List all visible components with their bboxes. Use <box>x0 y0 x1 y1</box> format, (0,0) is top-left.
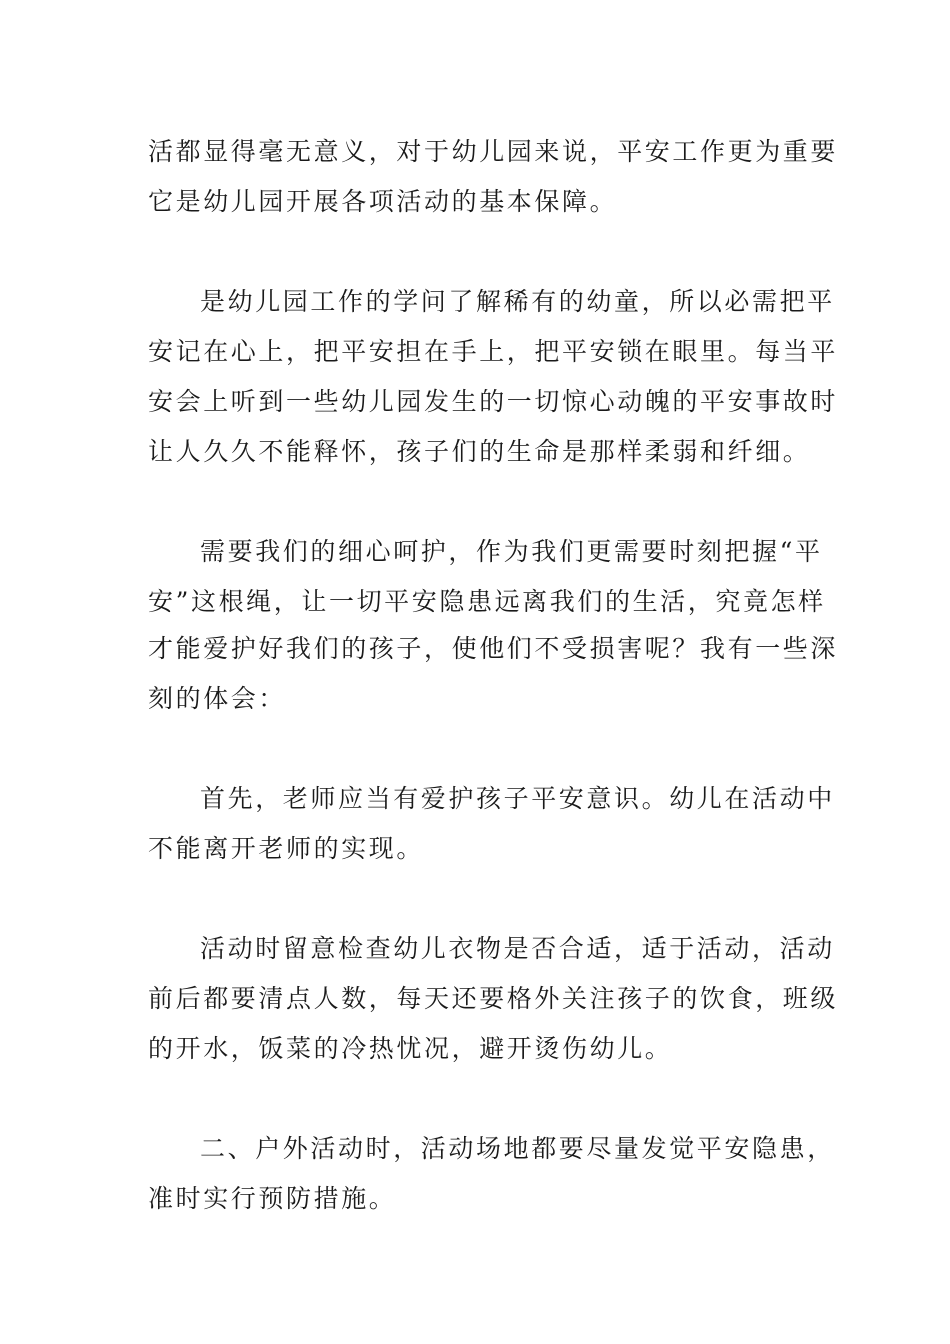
paragraph-3-line-4: 刻的体会： <box>148 684 287 713</box>
paragraph-2-line-3: 安会上听到一些幼儿园发生的一切惊心动魄的平安事故时 <box>148 387 839 416</box>
paragraph-5-line-2: 前后都要清点人数，每天还要格外关注孩子的饮食，班级 <box>148 984 839 1013</box>
paragraph-4-line-1: 首先，老师应当有爱护孩子平安意识。幼儿在活动中 <box>200 784 835 813</box>
paragraph-5-line-1: 活动时留意检查幼儿衣物是否合适，适于活动，活动 <box>200 934 835 963</box>
paragraph-2-line-1: 是幼儿园工作的学问了解稀有的幼童，所以必需把平 <box>200 287 835 316</box>
paragraph-3-line-2: 安”这根绳，让一切平安隐患远离我们的生活，究竟怎样 <box>148 587 826 616</box>
paragraph-3-line-3: 才能爱护好我们的孩子，使他们不受损害呢？我有一些深 <box>148 634 839 663</box>
paragraph-2-line-4: 让人久久不能释怀，孩子们的生命是那样柔弱和纤细。 <box>148 437 811 466</box>
paragraph-6-line-1: 二、户外活动时，活动场地都要尽量发觉平安隐患， <box>200 1134 835 1163</box>
paragraph-6-line-2: 准时实行预防措施。 <box>148 1184 397 1213</box>
paragraph-1-line-2: 它是幼儿园开展各项活动的基本保障。 <box>148 187 618 216</box>
paragraph-1-line-1: 活都显得毫无意义，对于幼儿园来说，平安工作更为重要 <box>148 137 839 166</box>
paragraph-3-line-1: 需要我们的细心呵护，作为我们更需要时刻把握“平 <box>200 537 823 566</box>
paragraph-5-line-3: 的开水，饭菜的冷热忧况，避开烫伤幼儿。 <box>148 1034 673 1063</box>
paragraph-2-line-2: 安记在心上，把平安担在手上，把平安锁在眼里。每当平 <box>148 337 839 366</box>
paragraph-4-line-2: 不能离开老师的实现。 <box>148 834 425 863</box>
